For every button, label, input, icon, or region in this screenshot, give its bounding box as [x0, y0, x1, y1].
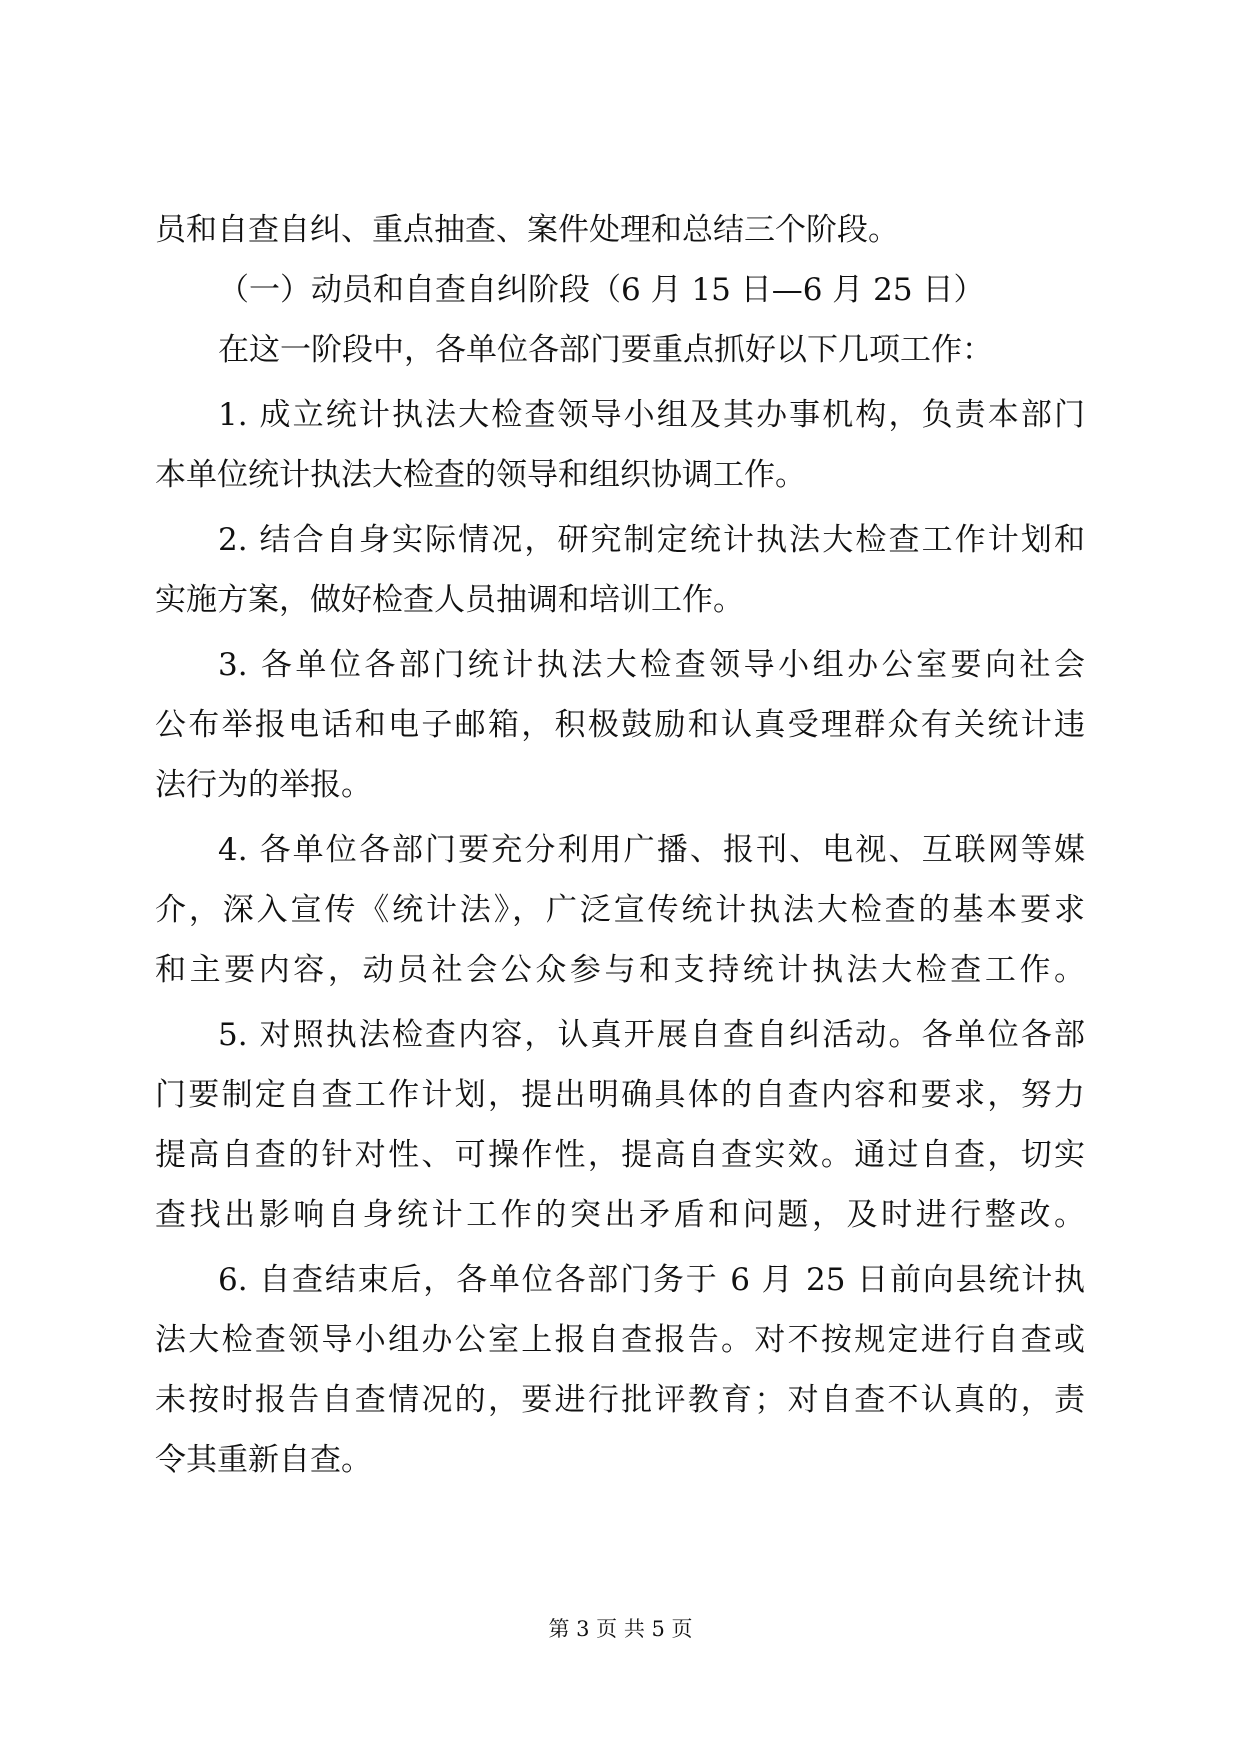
list-item-6-line-3: 未按时报告自查情况的，要进行批评教育；对自查不认真的，责 [155, 1382, 1085, 1418]
list-item-5-line-3: 提高自查的针对性、可操作性，提高自查实效。通过自查，切实 [155, 1137, 1085, 1173]
list-item-5-line-1: 5. 对照执法检查内容，认真开展自查自纠活动。各单位各部 [218, 1017, 1085, 1053]
list-item-6-line-1: 6. 自查结束后，各单位各部门务于 6 月 25 日前向县统计执 [218, 1262, 1085, 1298]
list-item-5-line-2: 门要制定自查工作计划，提出明确具体的自查内容和要求，努力 [155, 1077, 1085, 1113]
list-item-1-line-1: 1. 成立统计执法大检查领导小组及其办事机构，负责本部门 [218, 397, 1085, 433]
list-item-2-line-1: 2. 结合自身实际情况，研究制定统计执法大检查工作计划和 [218, 522, 1085, 558]
section-heading: （一）动员和自查自纠阶段（6 月 15 日—6 月 25 日） [218, 272, 985, 308]
list-item-4-line-1: 4. 各单位各部门要充分利用广播、报刊、电视、互联网等媒 [218, 832, 1085, 868]
list-item-3-line-3: 法行为的举报。 [155, 767, 372, 803]
list-item-3-line-1: 3. 各单位各部门统计执法大检查领导小组办公室要向社会 [218, 647, 1085, 683]
page-number-footer: 第 3 页 共 5 页 [548, 1617, 693, 1641]
list-item-4-line-2: 介，深入宣传《统计法》，广泛宣传统计执法大检查的基本要求 [155, 892, 1085, 928]
list-item-2-line-2: 实施方案，做好检查人员抽调和培训工作。 [155, 582, 744, 618]
list-item-5-line-4: 查找出影响自身统计工作的突出矛盾和问题，及时进行整改。 [155, 1197, 1085, 1233]
paragraph-line: 在这一阶段中，各单位各部门要重点抓好以下几项工作： [218, 332, 993, 368]
list-item-4-line-3: 和主要内容，动员社会公众参与和支持统计执法大检查工作。 [155, 952, 1085, 988]
list-item-6-line-4: 令其重新自查。 [155, 1442, 372, 1478]
list-item-1-line-2: 本单位统计执法大检查的领导和组织协调工作。 [155, 457, 806, 493]
paragraph-line: 员和自查自纠、重点抽查、案件处理和总结三个阶段。 [155, 212, 899, 248]
list-item-6-line-2: 法大检查领导小组办公室上报自查报告。对不按规定进行自查或 [155, 1322, 1085, 1358]
list-item-3-line-2: 公布举报电话和电子邮箱，积极鼓励和认真受理群众有关统计违 [155, 707, 1085, 743]
